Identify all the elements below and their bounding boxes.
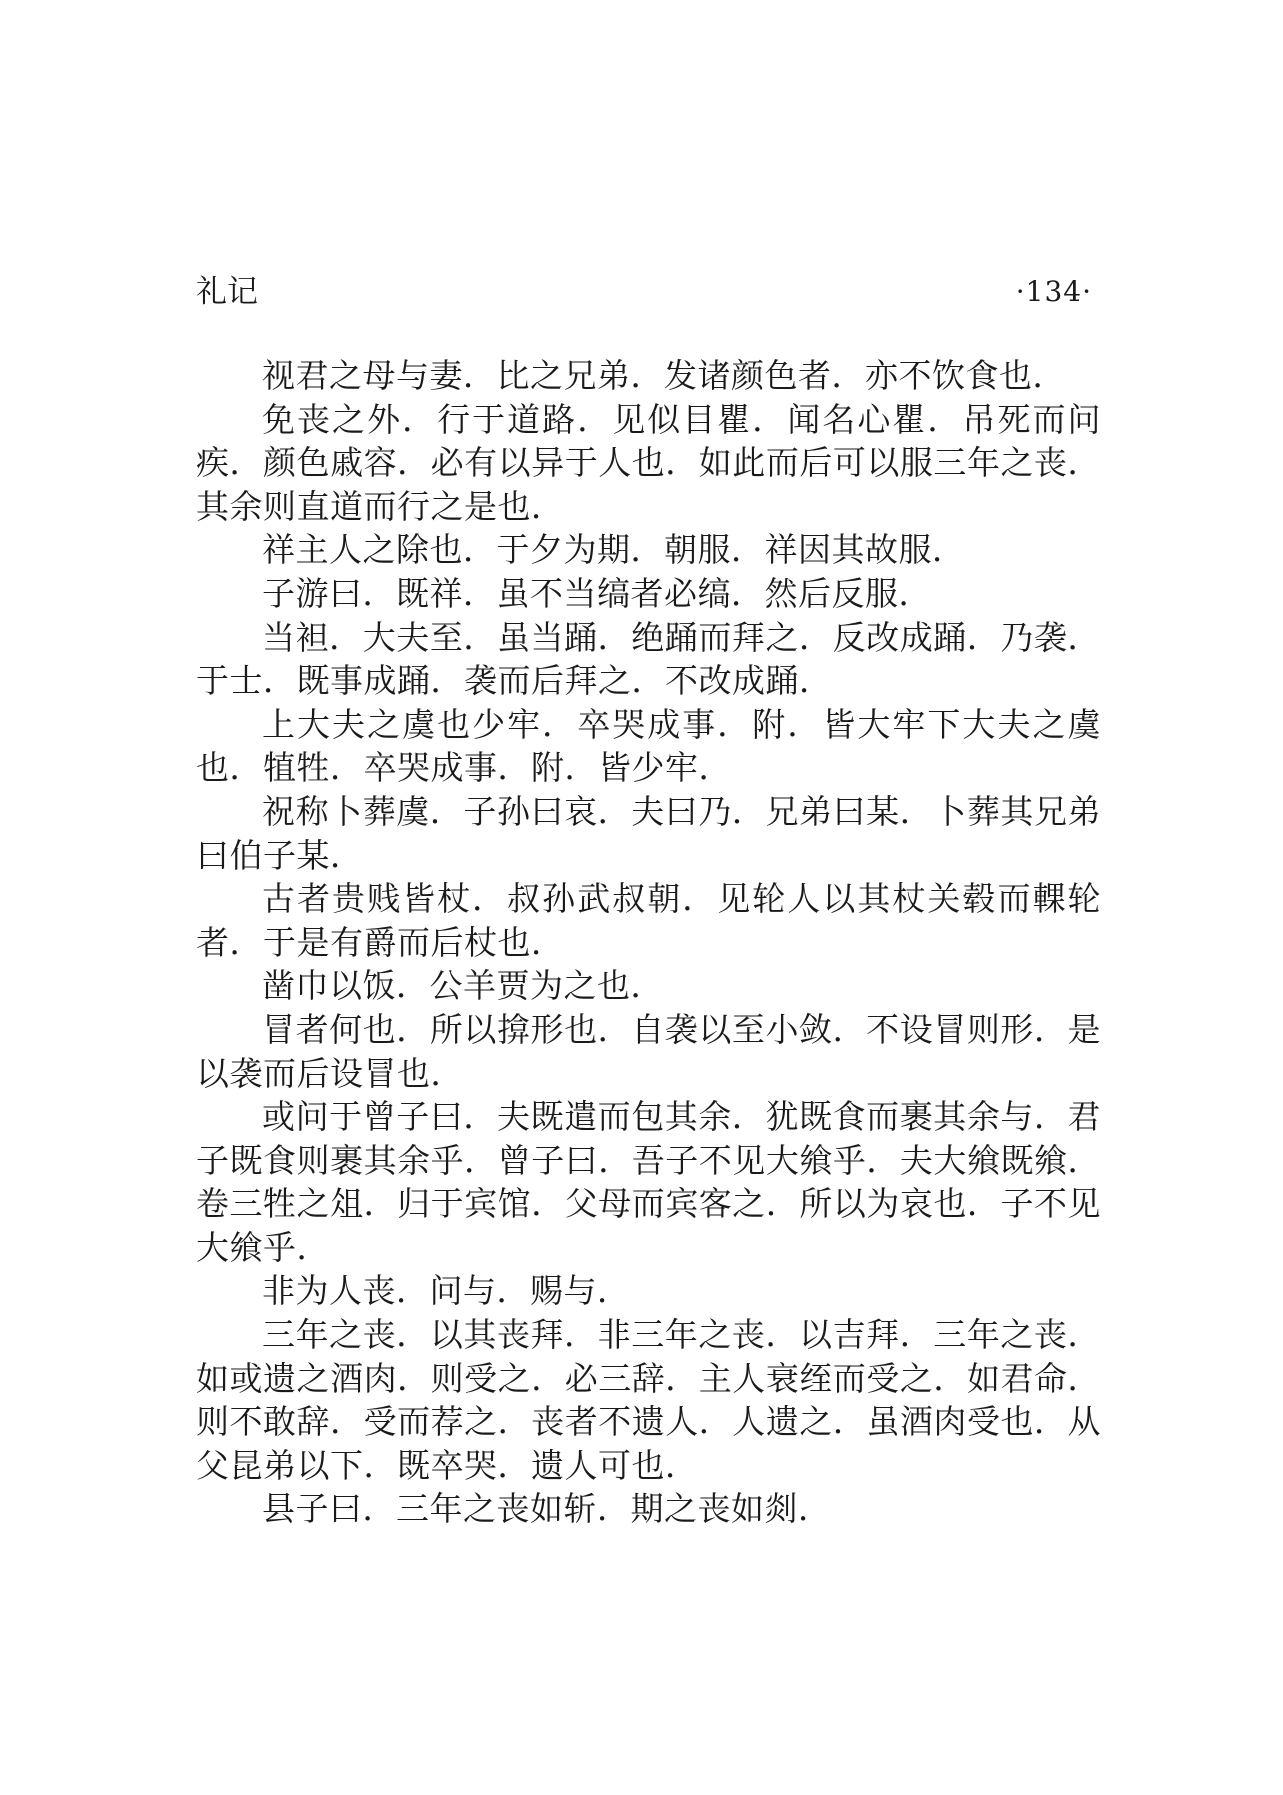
paragraph: 视君之母与妻．比之兄弟．发诸颜色者．亦不饮食也． [262, 356, 1066, 395]
page-header [196, 270, 1092, 314]
paragraph: 免丧之外．行于道路．见似目瞿．闻名心瞿．吊死而问疾．颜色戚容．必有以异于人也．如此而后可以服三年之丧．其余则直道而行之是也． [196, 399, 1101, 526]
paragraph: 上大夫之虞也少牢．卒哭成事．附．皆大牢下大夫之虞也．犆牲．卒哭成事．附．皆少牢． [196, 704, 1101, 788]
paragraph: 祥主人之除也．于夕为期．朝服．祥因其故服． [262, 530, 966, 570]
paragraph: 祝称卜葬虞．子孙曰哀．夫曰乃．兄弟曰某．卜葬其兄弟曰伯子某． [196, 791, 1101, 875]
paragraph: 三年之丧．以其丧拜．非三年之丧．以吉拜．三年之丧．如或遗之酒肉．则受之．必三辞．主人衰绖而受之．如君命．则不敢辞．受而荐之．丧者不遗人．人遗之．虽酒肉受也．从父昆弟以下．既卒哭．遗人可也． [196, 1315, 1101, 1485]
paragraph: 或问于曾子曰．夫既遣而包其余．犹既食而裹其余与．君子既食则裹其余乎．曾子曰．吾子不见大飨乎．夫大飨既飨．卷三牲之俎．归于宾馆．父母而宾客之．所以为哀也．子不见大飨乎． [196, 1097, 1101, 1267]
paragraph: 当袒．大夫至．虽当踊．绝踊而拜之．反改成踊．乃袭．于士．既事成踊．袭而后拜之．不改成踊． [196, 617, 1101, 701]
paragraph: 冒者何也．所以揜形也．自袭以至小敛．不设冒则形．是以袭而后设冒也． [196, 1009, 1101, 1093]
paragraph: 县子曰．三年之丧如斩．期之丧如剡． [262, 1489, 832, 1529]
body-text [196, 354, 1101, 1531]
paragraph: 凿巾以饭．公羊贾为之也． [262, 966, 664, 1006]
book-title: 礼记 [196, 274, 258, 310]
paragraph: 非为人丧．问与．赐与． [262, 1271, 631, 1311]
paragraph: 子游曰．既祥．虽不当缟者必缟．然后反服． [262, 573, 932, 613]
page-number: ·134· [1015, 275, 1092, 308]
paragraph: 古者贵贱皆杖．叔孙武叔朝．见轮人以其杖关毂而輠轮者．于是有爵而后杖也． [196, 879, 1101, 962]
